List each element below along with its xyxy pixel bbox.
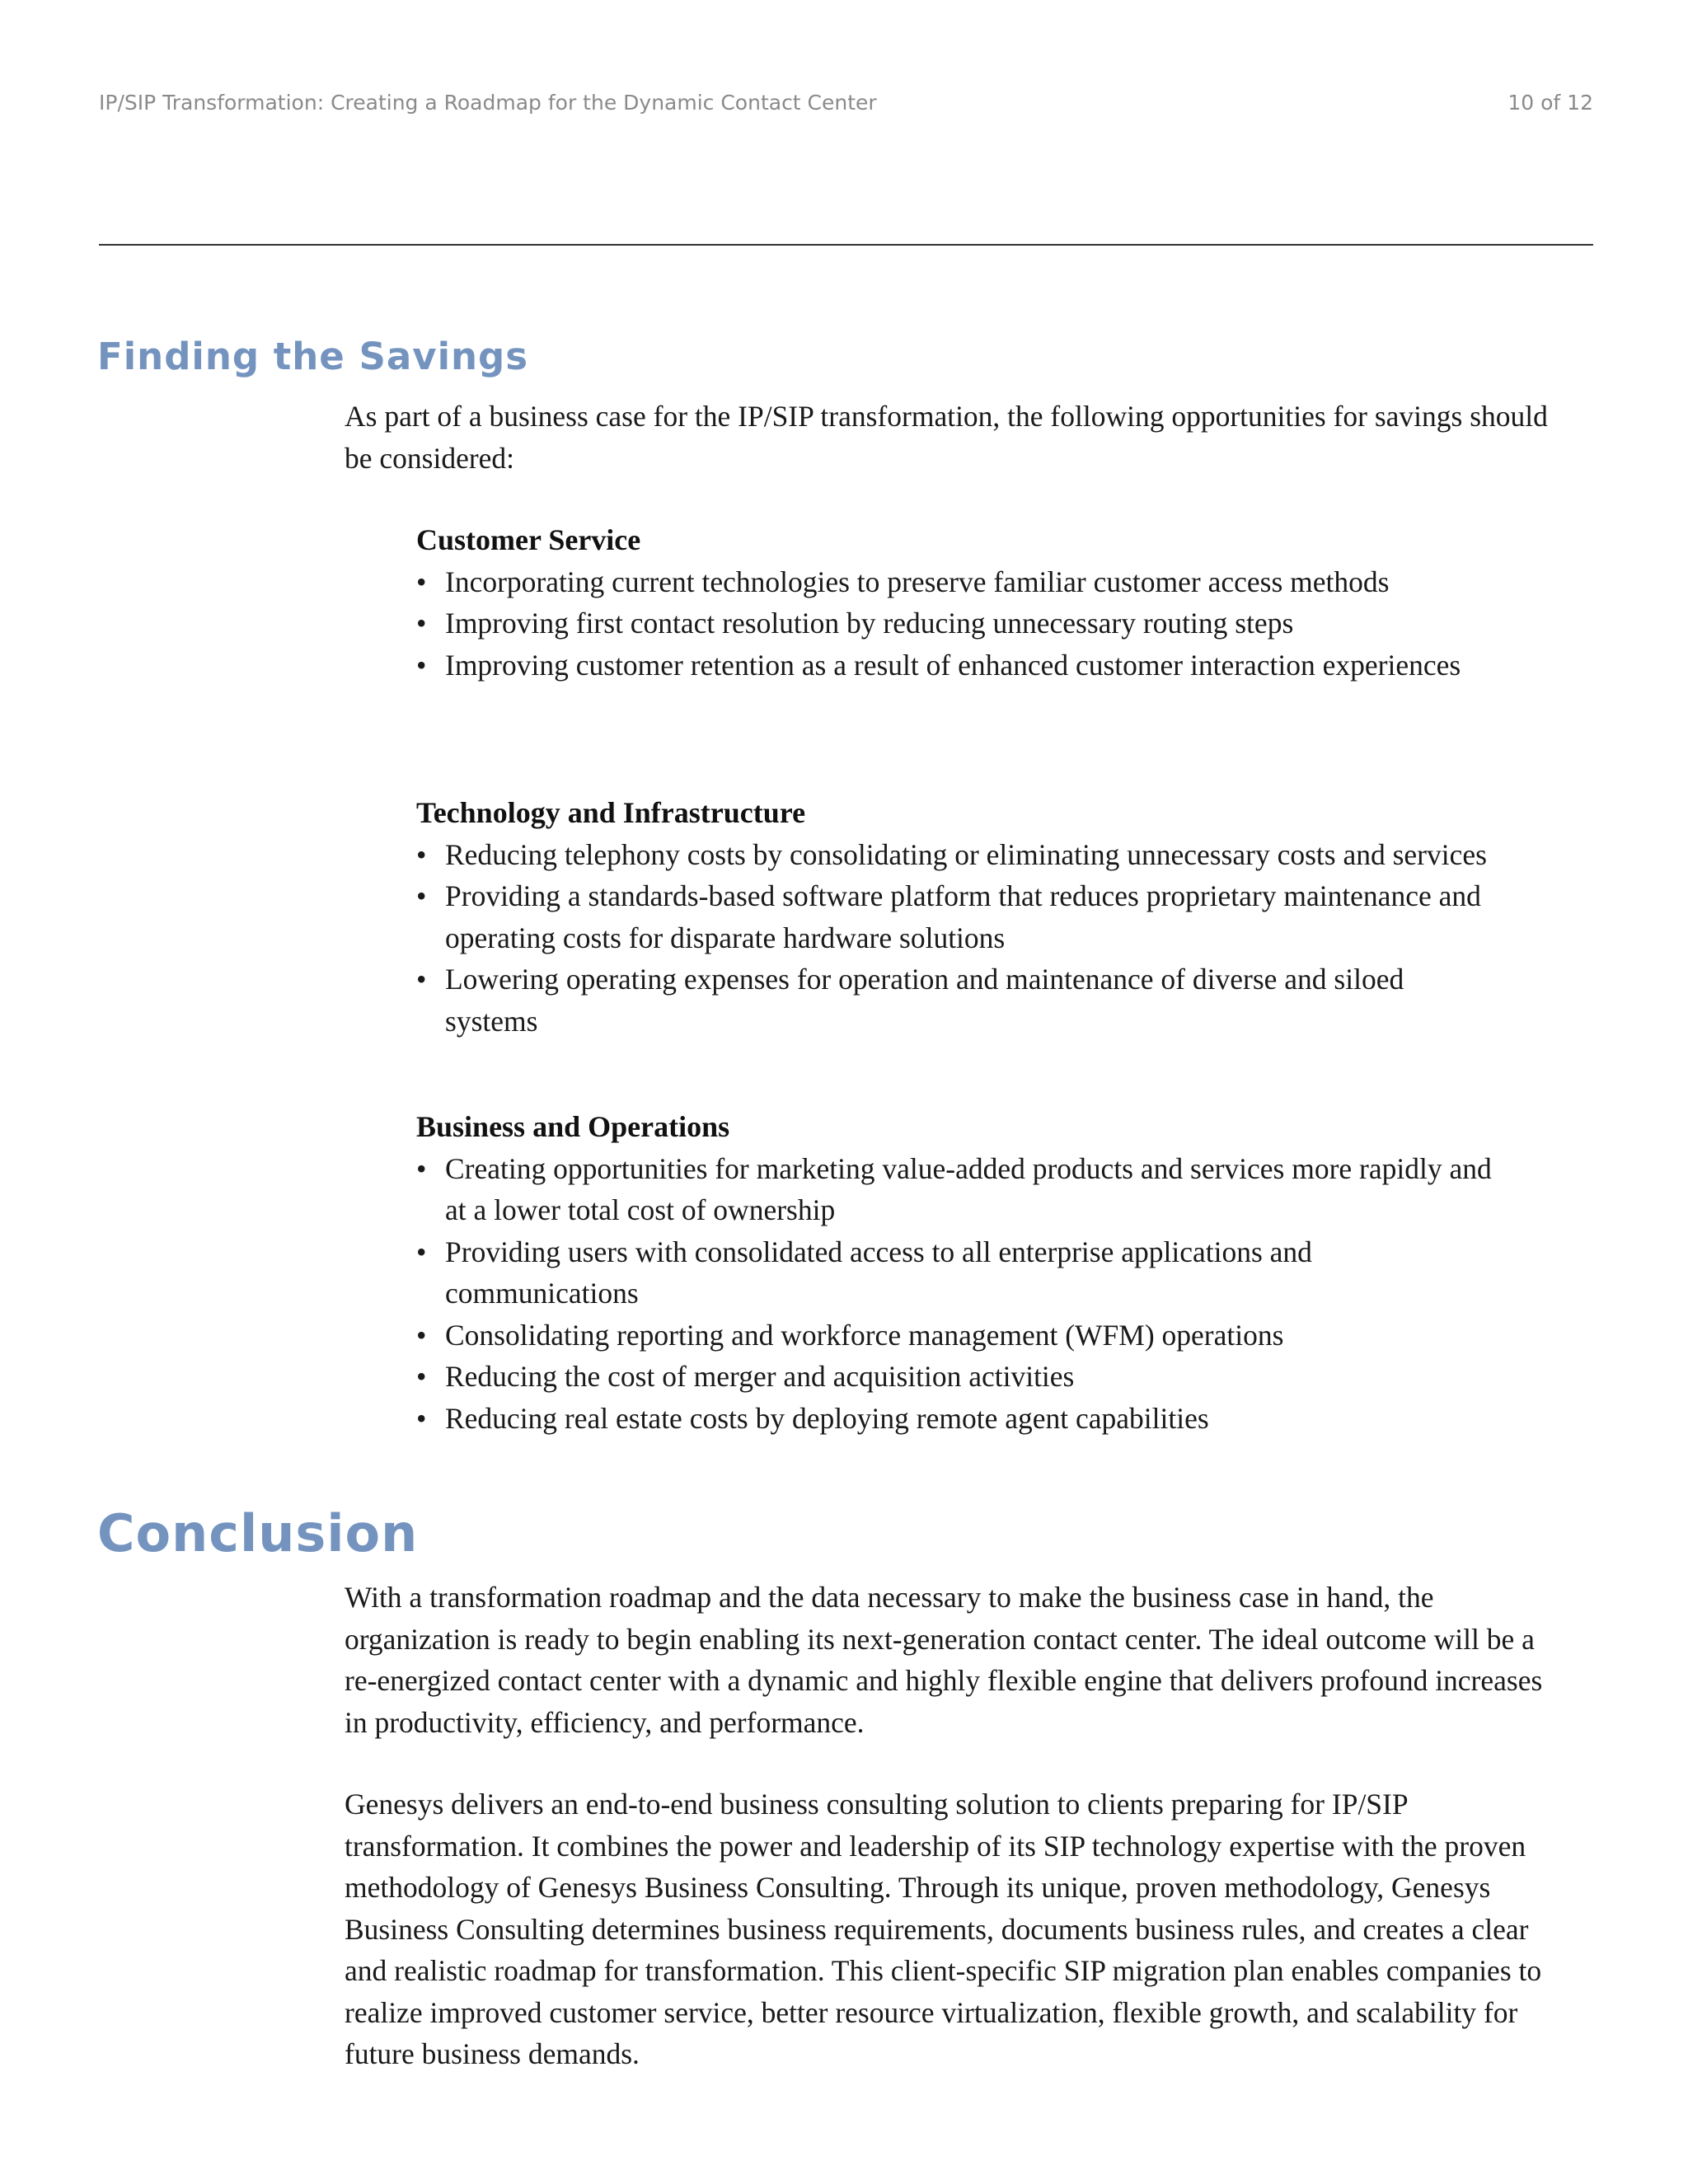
bullet-icon: •: [416, 1151, 427, 1185]
page-header: [99, 91, 1593, 124]
bullet-icon: •: [416, 1401, 427, 1435]
savings-group-customer-service: [416, 519, 1496, 686]
bullet-icon: •: [416, 648, 427, 682]
list-item: [416, 1148, 1496, 1231]
list-item-text: Creating opportunities for marketing value-added products and services more rapidly and at a lower total cost of ownership: [445, 1151, 1492, 1226]
bullet-list: [416, 1148, 1496, 1440]
bullet-icon: •: [416, 1318, 427, 1352]
bullet-icon: •: [416, 837, 427, 871]
bullet-icon: •: [416, 963, 427, 996]
group-title: Customer Service: [416, 523, 641, 556]
list-item: [416, 834, 1496, 876]
list-item-text: Providing a standards-based software platform that reduces proprietary maintenance and operating costs for disparate hardware solutions: [445, 879, 1481, 954]
bullet-list: [416, 561, 1496, 687]
list-item-text: Reducing the cost of merger and acquisition activities: [445, 1360, 1075, 1393]
savings-group-technology-and-infrastructure: [416, 792, 1496, 1042]
list-item-text: Reducing real estate costs by deploying remote agent capabilities: [445, 1401, 1209, 1435]
list-item: [416, 644, 1496, 687]
bullet-icon: •: [416, 565, 427, 598]
header-divider: [99, 244, 1593, 246]
bullet-icon: •: [416, 607, 427, 640]
list-item: [416, 602, 1496, 644]
conclusion-paragraph-2: Genesys delivers an end-to-end business consulting solution to clients preparing for IP/SIP transformation. It combines the power and leadership of its SIP technology expertise with the proven methodology of Genesys Business Consulting. Through its unique, proven methodology, Genesys Business Consulting determines business requirements, documents business rules, and creates a clear and realistic roadmap for transformation. This client-specific SIP migration plan enables companies to realize improved customer service, better resource virtualization, flexible growth, and scalability for future business demands.: [345, 1788, 1542, 2070]
document-title: IP/SIP Transformation: Creating a Roadmap for the Dynamic Contact Center: [99, 91, 877, 115]
list-item: [416, 1398, 1496, 1440]
list-item: [416, 1356, 1496, 1398]
section-heading-conclusion: Conclusion: [97, 1503, 419, 1563]
section-heading-finding-the-savings: Finding the Savings: [97, 335, 529, 378]
list-item: [416, 1315, 1496, 1357]
group-title: Business and Operations: [416, 1110, 730, 1143]
group-title: Technology and Infrastructure: [416, 796, 806, 829]
list-item: [416, 875, 1496, 958]
list-item-text: Reducing telephony costs by consolidating or eliminating unnecessary costs and services: [445, 837, 1487, 871]
bullet-icon: •: [416, 1235, 427, 1268]
list-item-text: Providing users with consolidated access to all enterprise applications and communications: [445, 1235, 1312, 1310]
list-item-text: Improving customer retention as a result of enhanced customer interaction experiences: [445, 648, 1461, 682]
list-item-text: Lowering operating expenses for operation and maintenance of diverse and siloed systems: [445, 963, 1404, 1038]
list-item-text: Consolidating reporting and workforce management (WFM) operations: [445, 1318, 1284, 1352]
list-item-text: Incorporating current technologies to preserve familiar customer access methods: [445, 565, 1390, 598]
list-item-text: Improving first contact resolution by reducing unnecessary routing steps: [445, 607, 1294, 640]
conclusion-paragraph-1: With a transformation roadmap and the data necessary to make the business case in hand, the organization is ready to begin enabling its next-generation contact center. The ideal outcome will be a re-energized contact center with a dynamic and highly flexible engine that delivers profound increases in productivity, efficiency, and performance.: [345, 1581, 1543, 1739]
savings-intro-paragraph: As part of a business case for the IP/SIP transformation, the following opportunities for savings should be considered:: [345, 400, 1548, 475]
bullet-list: [416, 834, 1496, 1043]
bullet-icon: •: [416, 1360, 427, 1393]
list-item: [416, 1231, 1496, 1315]
page-number: 10 of 12: [1507, 91, 1593, 115]
list-item: [416, 561, 1496, 603]
list-item: [416, 958, 1496, 1042]
bullet-icon: •: [416, 879, 427, 912]
savings-group-business-and-operations: [416, 1106, 1496, 1439]
